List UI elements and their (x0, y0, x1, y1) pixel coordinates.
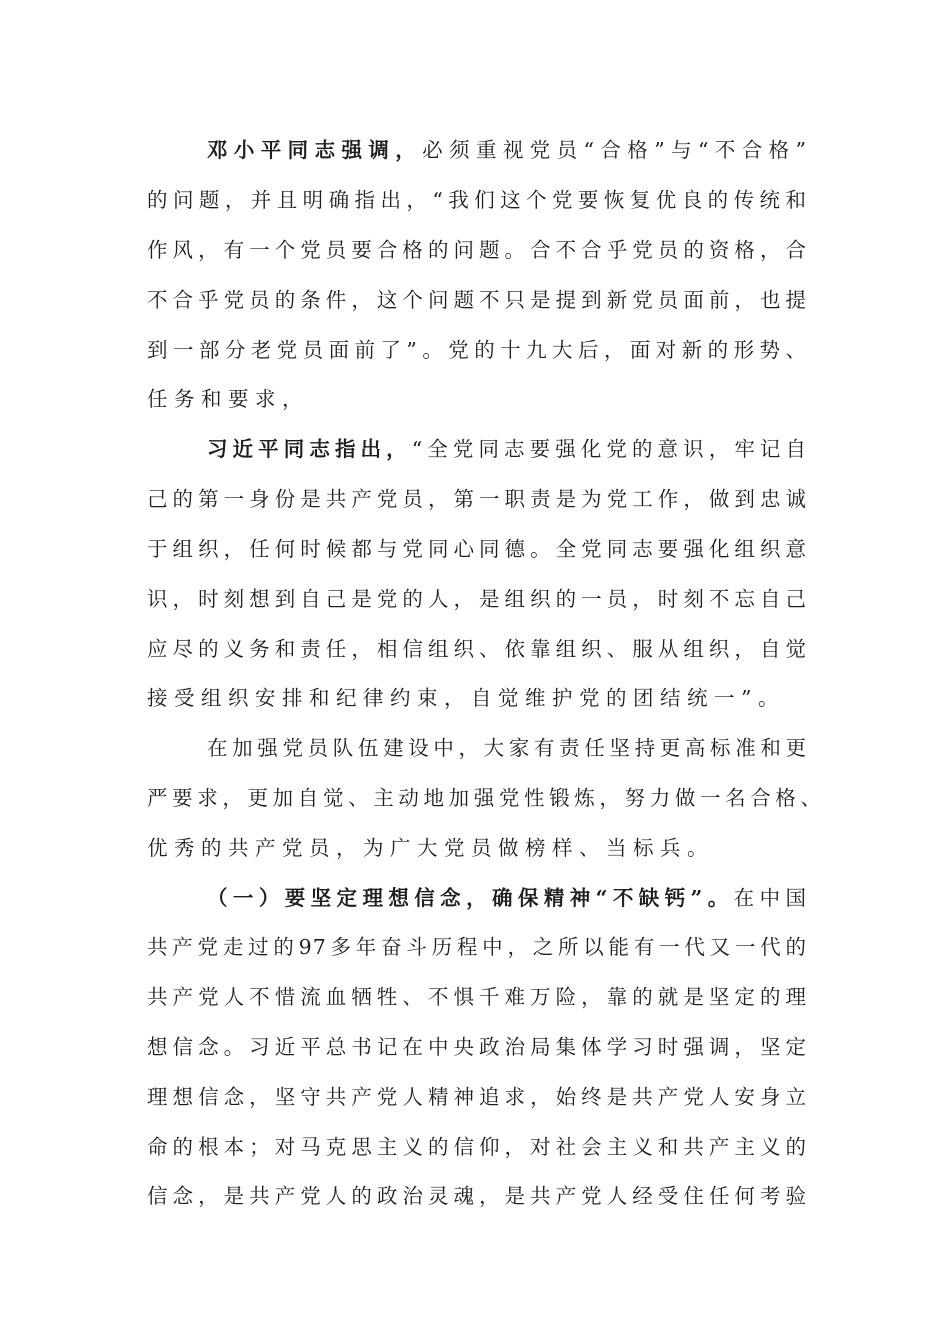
paragraph-2-line-1 (207, 424, 807, 474)
paragraph-3-line-1: 在加强党员队伍建设中，大家有责任坚持更高标准和更 (207, 736, 807, 760)
line-text: “全党同志要强化党的意识，牢记自 (411, 437, 807, 461)
paragraph-4-line-4: 想信念。习近平总书记在中央政治局集体学习时强调，坚定 (147, 1035, 807, 1059)
bold-lead: 邓小平同志强调， (207, 138, 423, 162)
paragraph-2-line-3: 于组织，任何时候都与党同心同德。全党同志要强化组织意 (147, 537, 807, 561)
paragraph-3-line-2: 严要求，更加自觉、主动地加强党性锻炼，努力做一名合格、 (147, 786, 822, 810)
paragraph-4-line-5: 理想信念，坚守共产党人精神追求，始终是共产党人安身立 (147, 1085, 807, 1109)
paragraph-2-line-2: 己的第一身份是共产党员，第一职责是为党工作，做到忠诚 (147, 487, 807, 511)
line-text: 必须重视党员“合格”与“不合格” (422, 138, 808, 162)
paragraph-1-line-6: 任务和要求， (147, 387, 309, 411)
paragraph-1-line-3: 作风，有一个党员要合格的问题。合不合乎党员的资格，合 (147, 238, 807, 262)
section-heading: （一）要坚定理想信念，确保精神“不缺钙”。 (207, 886, 734, 910)
line-text: 在中国 (733, 886, 807, 910)
bold-lead: 习近平同志指出， (207, 437, 412, 461)
paragraph-4-line-2: 共产党走过的97多年奋斗历程中，之所以能有一代又一代的 (147, 935, 807, 959)
paragraph-4-line-3: 共产党人不惜流血牺牲、不惧千难万险，靠的就是坚定的理 (147, 985, 807, 1009)
paragraph-4-line-1 (207, 873, 807, 923)
paragraph-4-line-7: 信念，是共产党人的政治灵魂，是共产党人经受住任何考验 (147, 1184, 807, 1208)
paragraph-1-line-2: 的问题，并且明确指出，“我们这个党要恢复优良的传统和 (147, 188, 807, 212)
paragraph-2-line-4: 识，时刻想到自己是党的人，是组织的一员，时刻不忘自己 (147, 587, 807, 611)
paragraph-2-line-5: 应尽的义务和责任，相信组织、依靠组织、服从组织，自觉 (147, 637, 807, 661)
paragraph-1-line-5: 到一部分老党员面前了”。党的十九大后，面对新的形势、 (147, 338, 807, 362)
paragraph-3-line-3: 优秀的共产党员，为广大党员做榜样、当标兵。 (147, 836, 714, 860)
paragraph-2-line-6: 接受组织安排和纪律约束，自觉维护党的团结统一”。 (147, 686, 785, 710)
paragraph-4-line-6: 命的根本；对马克思主义的信仰，对社会主义和共产主义的 (147, 1135, 807, 1159)
paragraph-1-line-1 (207, 125, 807, 175)
paragraph-1-line-4: 不合乎党员的条件，这个问题不只是提到新党员面前，也提 (147, 288, 807, 312)
